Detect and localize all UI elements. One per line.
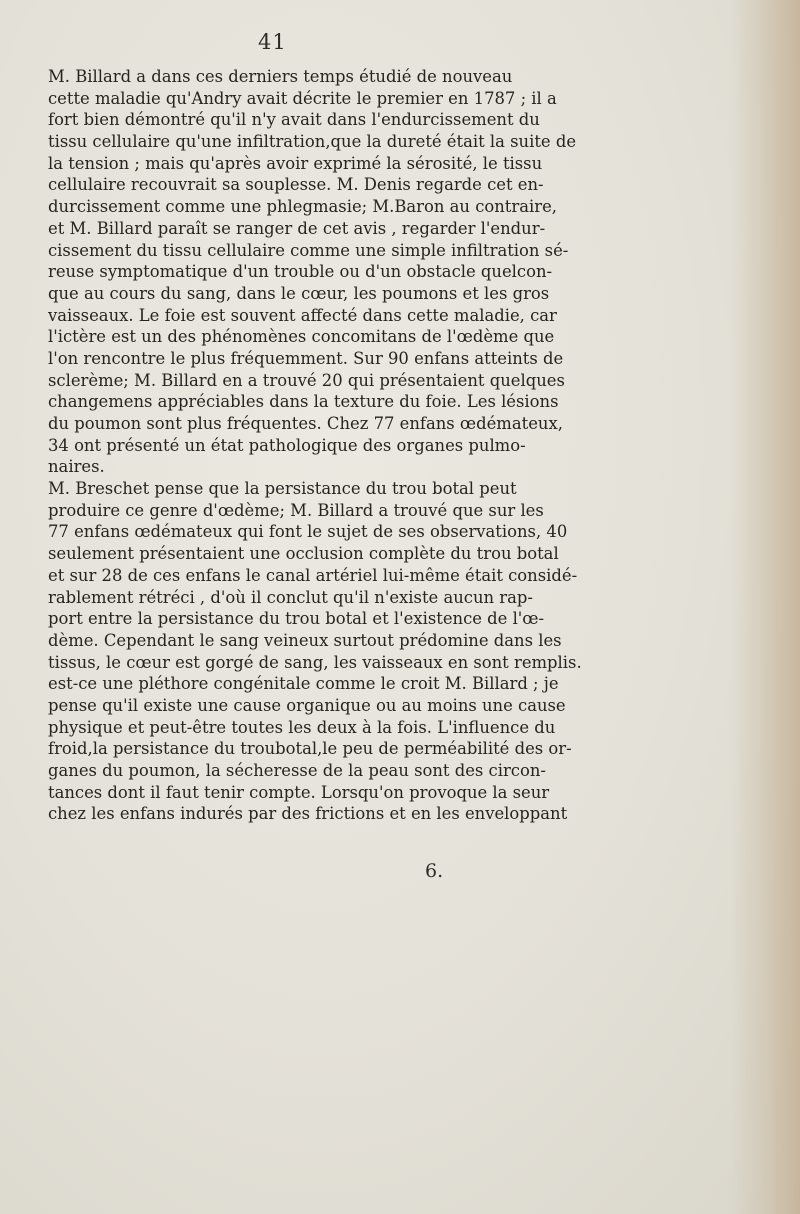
text-line: 34 ont présenté un état pathologique des organes pulmo- [48,435,526,455]
text-line: tances dont il faut tenir compte. Lorsqu'on provoque la seur [48,782,550,802]
text-line: rablement rétréci , d'où il conclut qu'il n'existe aucun rap- [48,587,533,607]
text-line: et sur 28 de ces enfans le canal artériel lui-même était considé- [48,565,578,585]
paragraph [48,478,582,825]
text-line: M. Breschet pense que la persistance du trou botal peut [48,479,517,499]
page-edge-shading [730,0,800,1214]
text-line: naires. [48,457,105,477]
text-line: changemens appréciables dans la texture du foie. Les lésions [48,392,559,412]
paragraph [48,66,577,478]
text-line: fort bien démontré qu'il n'y avait dans l'endurcissement du [48,110,540,130]
text-line: pense qu'il existe une cause organique ou au moins une cause [48,695,566,715]
text-line: chez les enfans indurés par des frictions et en les enveloppant [48,804,568,824]
text-line: tissu cellulaire qu'une infiltration,que la dureté était la suite de [48,132,577,152]
text-line: l'ictère est un des phénomènes concomitans de l'œdème que [48,327,555,347]
text-line: reuse symptomatique d'un trouble ou d'un obstacle quelcon- [48,262,553,282]
signature-mark: 6. [425,860,444,882]
text-line: physique et peut-être toutes les deux à la fois. L'influence du [48,717,556,737]
text-line: produire ce genre d'œdème; M. Billard a trouvé que sur les [48,500,544,520]
text-line: cissement du tissu cellulaire comme une simple infiltration sé- [48,240,569,260]
text-line: la tension ; mais qu'après avoir exprimé la sérosité, le tissu [48,153,543,173]
text-line: et M. Billard paraît se ranger de cet avis , regarder l'endur- [48,218,546,238]
text-line: 77 enfans œdémateux qui font le sujet de ses observations, 40 [48,522,568,542]
text-line: est-ce une pléthore congénitale comme le croit M. Billard ; je [48,674,559,694]
text-line: cette maladie qu'Andry avait décrite le premier en 1787 ; il a [48,88,557,108]
text-line: sclerème; M. Billard en a trouvé 20 qui présentaient quelques [48,370,565,390]
text-line: M. Billard a dans ces derniers temps étudié de nouveau [48,67,513,86]
text-line: seulement présentaient une occlusion complète du trou botal [48,544,559,564]
text-line: vaisseaux. Le foie est souvent affecté dans cette maladie, car [48,305,557,325]
page-number: 41 [258,30,287,54]
text-line: port entre la persistance du trou botal et l'existence de l'œ- [48,609,545,629]
text-line: froid,la persistance du troubotal,le peu de perméabilité des or- [48,739,572,759]
text-line: dème. Cependant le sang veineux surtout prédomine dans les [48,630,562,650]
text-line: tissus, le cœur est gorgé de sang, les vaisseaux en sont remplis. [48,652,582,672]
text-line: que au cours du sang, dans le cœur, les poumons et les gros [48,283,550,303]
text-line: l'on rencontre le plus fréquemment. Sur 90 enfans atteints de [48,348,564,368]
text-line: ganes du poumon, la sécheresse de la peau sont des circon- [48,761,546,780]
text-line: du poumon sont plus fréquentes. Chez 77 enfans œdémateux, [48,414,563,433]
text-line: cellulaire recouvrait sa souplesse. M. Denis regarde cet en- [48,175,544,195]
body-text [48,66,582,825]
text-line: durcissement comme une phlegmasie; M.Baron au contraire, [48,197,557,217]
